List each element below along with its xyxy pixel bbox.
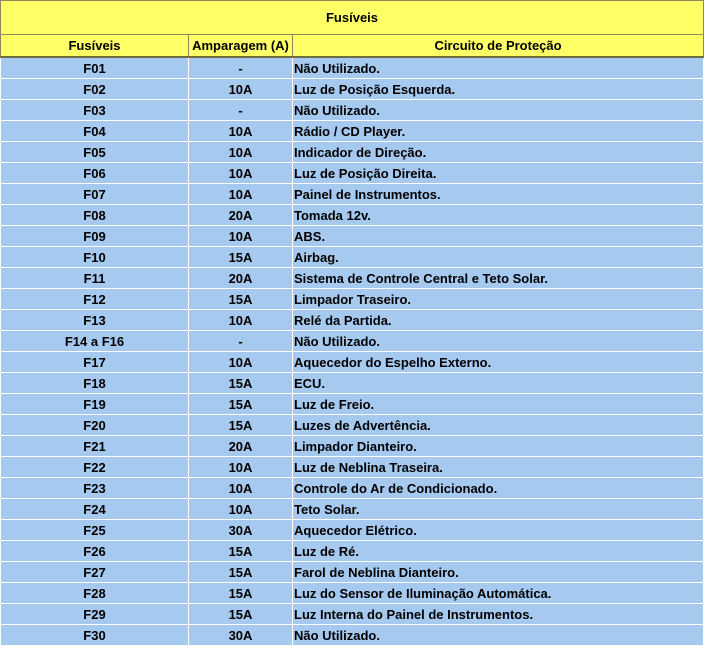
fuse-cell: F03 bbox=[1, 100, 189, 121]
circuit-cell: Sistema de Controle Central e Teto Solar. bbox=[293, 268, 704, 289]
table-row bbox=[1, 394, 704, 415]
circuit-cell: Não Utilizado. bbox=[293, 100, 704, 121]
amperage-cell: 15A bbox=[189, 583, 293, 604]
fuse-cell: F02 bbox=[1, 79, 189, 100]
table-row bbox=[1, 583, 704, 604]
table-header-row bbox=[1, 35, 704, 58]
amperage-cell: 15A bbox=[189, 562, 293, 583]
table-row bbox=[1, 142, 704, 163]
circuit-cell: Limpador Traseiro. bbox=[293, 289, 704, 310]
column-header-fuse: Fusíveis bbox=[1, 35, 189, 58]
amperage-cell: 15A bbox=[189, 373, 293, 394]
table-row bbox=[1, 436, 704, 457]
fuse-cell: F14 a F16 bbox=[1, 331, 189, 352]
table-row bbox=[1, 373, 704, 394]
amperage-cell: 10A bbox=[189, 142, 293, 163]
circuit-cell: Não Utilizado. bbox=[293, 57, 704, 79]
amperage-cell: 20A bbox=[189, 436, 293, 457]
amperage-cell: 10A bbox=[189, 163, 293, 184]
amperage-cell: 15A bbox=[189, 394, 293, 415]
fuse-cell: F24 bbox=[1, 499, 189, 520]
fuse-cell: F30 bbox=[1, 625, 189, 646]
circuit-cell: Farol de Neblina Dianteiro. bbox=[293, 562, 704, 583]
table-row bbox=[1, 457, 704, 478]
fuse-cell: F29 bbox=[1, 604, 189, 625]
amperage-cell: 10A bbox=[189, 121, 293, 142]
table-row bbox=[1, 310, 704, 331]
circuit-cell: Tomada 12v. bbox=[293, 205, 704, 226]
amperage-cell: 10A bbox=[189, 79, 293, 100]
table-row bbox=[1, 268, 704, 289]
circuit-cell: Não Utilizado. bbox=[293, 625, 704, 646]
table-body bbox=[1, 57, 704, 646]
table-row bbox=[1, 541, 704, 562]
fuse-cell: F17 bbox=[1, 352, 189, 373]
table-row bbox=[1, 226, 704, 247]
fuse-cell: F05 bbox=[1, 142, 189, 163]
fuse-cell: F12 bbox=[1, 289, 189, 310]
table-row bbox=[1, 205, 704, 226]
table-row bbox=[1, 163, 704, 184]
circuit-cell: Airbag. bbox=[293, 247, 704, 268]
circuit-cell: Rádio / CD Player. bbox=[293, 121, 704, 142]
column-header-amperage: Amparagem (A) bbox=[189, 35, 293, 58]
fuse-cell: F10 bbox=[1, 247, 189, 268]
fuse-cell: F23 bbox=[1, 478, 189, 499]
table-row bbox=[1, 121, 704, 142]
circuit-cell: Relé da Partida. bbox=[293, 310, 704, 331]
table-row bbox=[1, 79, 704, 100]
circuit-cell: Luz de Posição Esquerda. bbox=[293, 79, 704, 100]
table-row bbox=[1, 247, 704, 268]
fuse-cell: F08 bbox=[1, 205, 189, 226]
circuit-cell: Aquecedor Elétrico. bbox=[293, 520, 704, 541]
circuit-cell: Luz de Posição Direita. bbox=[293, 163, 704, 184]
circuit-cell: Luz de Freio. bbox=[293, 394, 704, 415]
amperage-cell: - bbox=[189, 57, 293, 79]
amperage-cell: - bbox=[189, 100, 293, 121]
fuse-cell: F04 bbox=[1, 121, 189, 142]
circuit-cell: ABS. bbox=[293, 226, 704, 247]
table-row bbox=[1, 499, 704, 520]
circuit-cell: Teto Solar. bbox=[293, 499, 704, 520]
fuse-cell: F21 bbox=[1, 436, 189, 457]
circuit-cell: ECU. bbox=[293, 373, 704, 394]
table-row bbox=[1, 520, 704, 541]
amperage-cell: 15A bbox=[189, 541, 293, 562]
fuse-cell: F20 bbox=[1, 415, 189, 436]
table-title-row bbox=[1, 1, 704, 35]
fuse-cell: F06 bbox=[1, 163, 189, 184]
circuit-cell: Controle do Ar de Condicionado. bbox=[293, 478, 704, 499]
circuit-cell: Indicador de Direção. bbox=[293, 142, 704, 163]
table-row bbox=[1, 289, 704, 310]
table-row bbox=[1, 184, 704, 205]
amperage-cell: 10A bbox=[189, 457, 293, 478]
table-row bbox=[1, 415, 704, 436]
amperage-cell: 10A bbox=[189, 226, 293, 247]
circuit-cell: Luz Interna do Painel de Instrumentos. bbox=[293, 604, 704, 625]
fuse-cell: F11 bbox=[1, 268, 189, 289]
circuit-cell: Luz de Neblina Traseira. bbox=[293, 457, 704, 478]
amperage-cell: 10A bbox=[189, 310, 293, 331]
table-row bbox=[1, 625, 704, 646]
table-row bbox=[1, 604, 704, 625]
amperage-cell: 20A bbox=[189, 205, 293, 226]
circuit-cell: Luz de Ré. bbox=[293, 541, 704, 562]
fuse-cell: F18 bbox=[1, 373, 189, 394]
circuit-cell: Limpador Dianteiro. bbox=[293, 436, 704, 457]
table-row bbox=[1, 57, 704, 79]
fuse-cell: F25 bbox=[1, 520, 189, 541]
column-header-circuit: Circuito de Proteção bbox=[293, 35, 704, 58]
circuit-cell: Luzes de Advertência. bbox=[293, 415, 704, 436]
amperage-cell: 15A bbox=[189, 289, 293, 310]
table-row bbox=[1, 478, 704, 499]
amperage-cell: 15A bbox=[189, 604, 293, 625]
amperage-cell: 30A bbox=[189, 520, 293, 541]
table-row bbox=[1, 352, 704, 373]
amperage-cell: 10A bbox=[189, 352, 293, 373]
fuse-cell: F28 bbox=[1, 583, 189, 604]
table-row bbox=[1, 562, 704, 583]
amperage-cell: 15A bbox=[189, 415, 293, 436]
fuse-cell: F22 bbox=[1, 457, 189, 478]
amperage-cell: 30A bbox=[189, 625, 293, 646]
fuse-cell: F13 bbox=[1, 310, 189, 331]
fuse-cell: F09 bbox=[1, 226, 189, 247]
amperage-cell: 10A bbox=[189, 184, 293, 205]
circuit-cell: Painel de Instrumentos. bbox=[293, 184, 704, 205]
amperage-cell: 20A bbox=[189, 268, 293, 289]
circuit-cell: Não Utilizado. bbox=[293, 331, 704, 352]
fuse-cell: F27 bbox=[1, 562, 189, 583]
circuit-cell: Aquecedor do Espelho Externo. bbox=[293, 352, 704, 373]
amperage-cell: 10A bbox=[189, 478, 293, 499]
circuit-cell: Luz do Sensor de Iluminação Automática. bbox=[293, 583, 704, 604]
table-title: Fusíveis bbox=[1, 1, 704, 35]
amperage-cell: 10A bbox=[189, 499, 293, 520]
table-row bbox=[1, 331, 704, 352]
fuse-cell: F07 bbox=[1, 184, 189, 205]
fuse-cell: F01 bbox=[1, 57, 189, 79]
table-row bbox=[1, 100, 704, 121]
amperage-cell: 15A bbox=[189, 247, 293, 268]
fuse-cell: F19 bbox=[1, 394, 189, 415]
amperage-cell: - bbox=[189, 331, 293, 352]
fuse-cell: F26 bbox=[1, 541, 189, 562]
